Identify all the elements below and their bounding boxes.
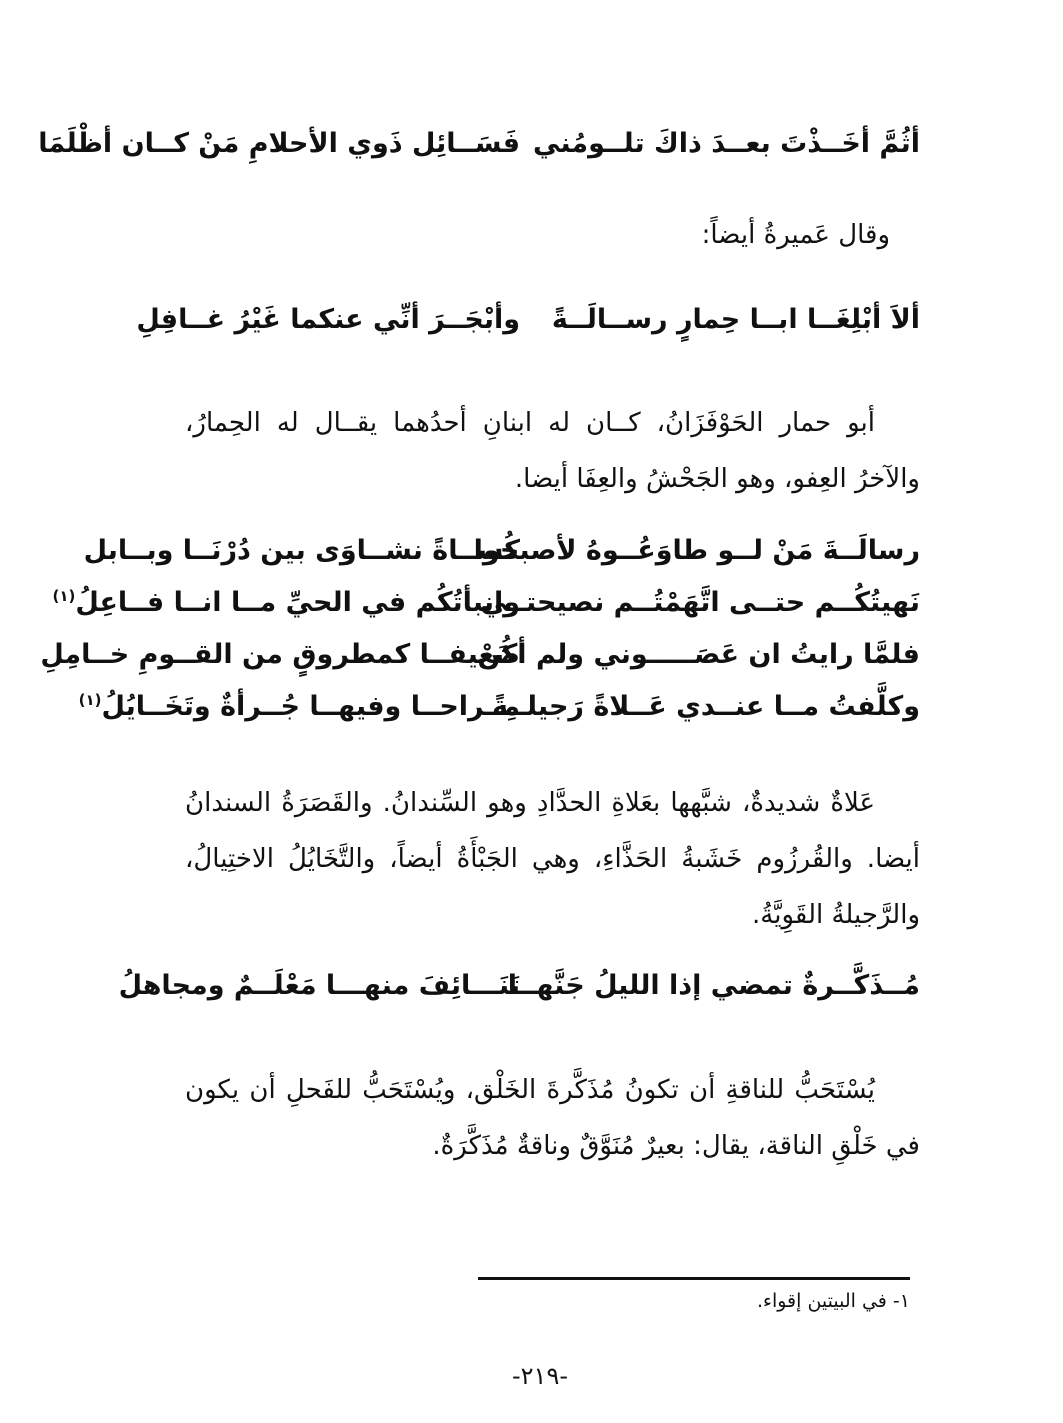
paragraph-3-text: يُسْتَحَبُّ للناقةِ أن تكونُ مُذَكَّرةَ الخَلْق، ويُسْتَحَبُّ للفَحلِ أن يكون في خَلْقِ الناقة، يقال: بعيرٌ مُنَوَّقٌ وناقةٌ مُذَكَّرَةٌ. bbox=[185, 1075, 920, 1161]
verse-1-hemistich-2: فَسَــائِل ذَوي الأحلامِ مَنْ كــان أظْلَمَا bbox=[38, 127, 520, 159]
page-number: -٢١٩- bbox=[511, 1362, 568, 1390]
verse-block-4-hemistich-2: مِــراحــا وفيهــا جُــرأةٌ وتَخَــايُلُ bbox=[101, 690, 520, 722]
verse-block-3-hemistich-2: ضَعيفــا كمطروقٍ من القــومِ خــامِلِ bbox=[40, 638, 520, 670]
verse-block-4-hemistich-1: وكلَّفتُ مــا عنــدي عَــلاةً رَجيلــةً bbox=[492, 690, 920, 722]
verse-2-hemistich-2: وأبْجَــرَ أنِّي عنكما غَيْرُ غــافِلِ bbox=[136, 303, 520, 335]
paragraph-2-text: عَلاةٌ شديدةٌ، شبَّهها بعَلاةِ الحدَّادِ وهو السِّندانُ. والقَصَرَةُ السندانُ أيضا. والقُرزُوم خَشَبةُ الحَذَّاءِ، وهي الجَبْأَةُ أيضاً، والتَّخَايُلُ الاختِيالُ، والرَّجيلةُ القَوِيَّةُ. bbox=[185, 788, 920, 930]
verse-block-line-3 bbox=[40, 632, 920, 676]
footnote-divider bbox=[478, 1277, 910, 1280]
paragraph-1 bbox=[185, 395, 920, 507]
verse-block-2-hemistich-2: وانبأتُكُم في الحيِّ مــا انــا فــاعِلُ bbox=[75, 586, 520, 618]
verse-block-line-1 bbox=[83, 528, 920, 572]
footnote-mark: (١) bbox=[78, 690, 102, 709]
verse-block-4-hemistich-2-wrap bbox=[78, 690, 520, 722]
verse-3-hemistich-2: تَنَـــائِفَ منهـــا مَعْلَــمٌ ومجاهلُ bbox=[118, 969, 520, 1001]
verse-block-1-hemistich-1: رسالَــةَ مَنْ لــو طاوَعُــوهُ لأصبحوا bbox=[473, 534, 920, 566]
verse-2 bbox=[136, 297, 920, 341]
verse-block-2-hemistich-1: نَهيتُكُــم حتــى اتَّهَمْتُــم نصيحتــي bbox=[480, 586, 920, 618]
footnote: ١- في البيتين إقواء. bbox=[756, 1290, 910, 1312]
verse-2-hemistich-1: ألاَ أبْلِغَــا ابــا حِمارٍ رســالَــةً bbox=[551, 303, 920, 335]
verse-block-2-hemistich-2-wrap bbox=[52, 586, 520, 618]
verse-1 bbox=[38, 121, 920, 165]
paragraph-2 bbox=[185, 775, 920, 943]
paragraph-3 bbox=[185, 1062, 920, 1174]
verse-block-line-2 bbox=[52, 580, 920, 624]
verse-block-3-hemistich-1: فلمَّا رايتُ ان عَصَـــــوني ولم أكُنْ bbox=[477, 638, 920, 670]
verse-block-1-hemistich-2: كُســاةً نشــاوَى بين دُرْنَــا وبــابل bbox=[83, 534, 520, 566]
verse-3-hemistich-1: مُــذَكَّــرةٌ تمضي إذا الليلُ جَنَّهــا bbox=[507, 969, 920, 1001]
intro-line: وقال عَميرةُ أيضاً: bbox=[701, 220, 890, 250]
verse-block-line-4 bbox=[78, 684, 920, 728]
verse-1-hemistich-1: أثُمَّ أخَــذْتَ بعــدَ ذاكَ تلــومُني bbox=[533, 127, 920, 159]
footnote-mark: (١) bbox=[52, 586, 76, 605]
paragraph-1-text: أبو حمار الحَوْفَزَانُ، كــان له ابنانِ أحدُهما يقــال له الحِمارُ، والآخرُ العِفو، وهو الجَحْشُ والعِفَا أيضا. bbox=[185, 408, 920, 494]
verse-3 bbox=[118, 963, 920, 1007]
